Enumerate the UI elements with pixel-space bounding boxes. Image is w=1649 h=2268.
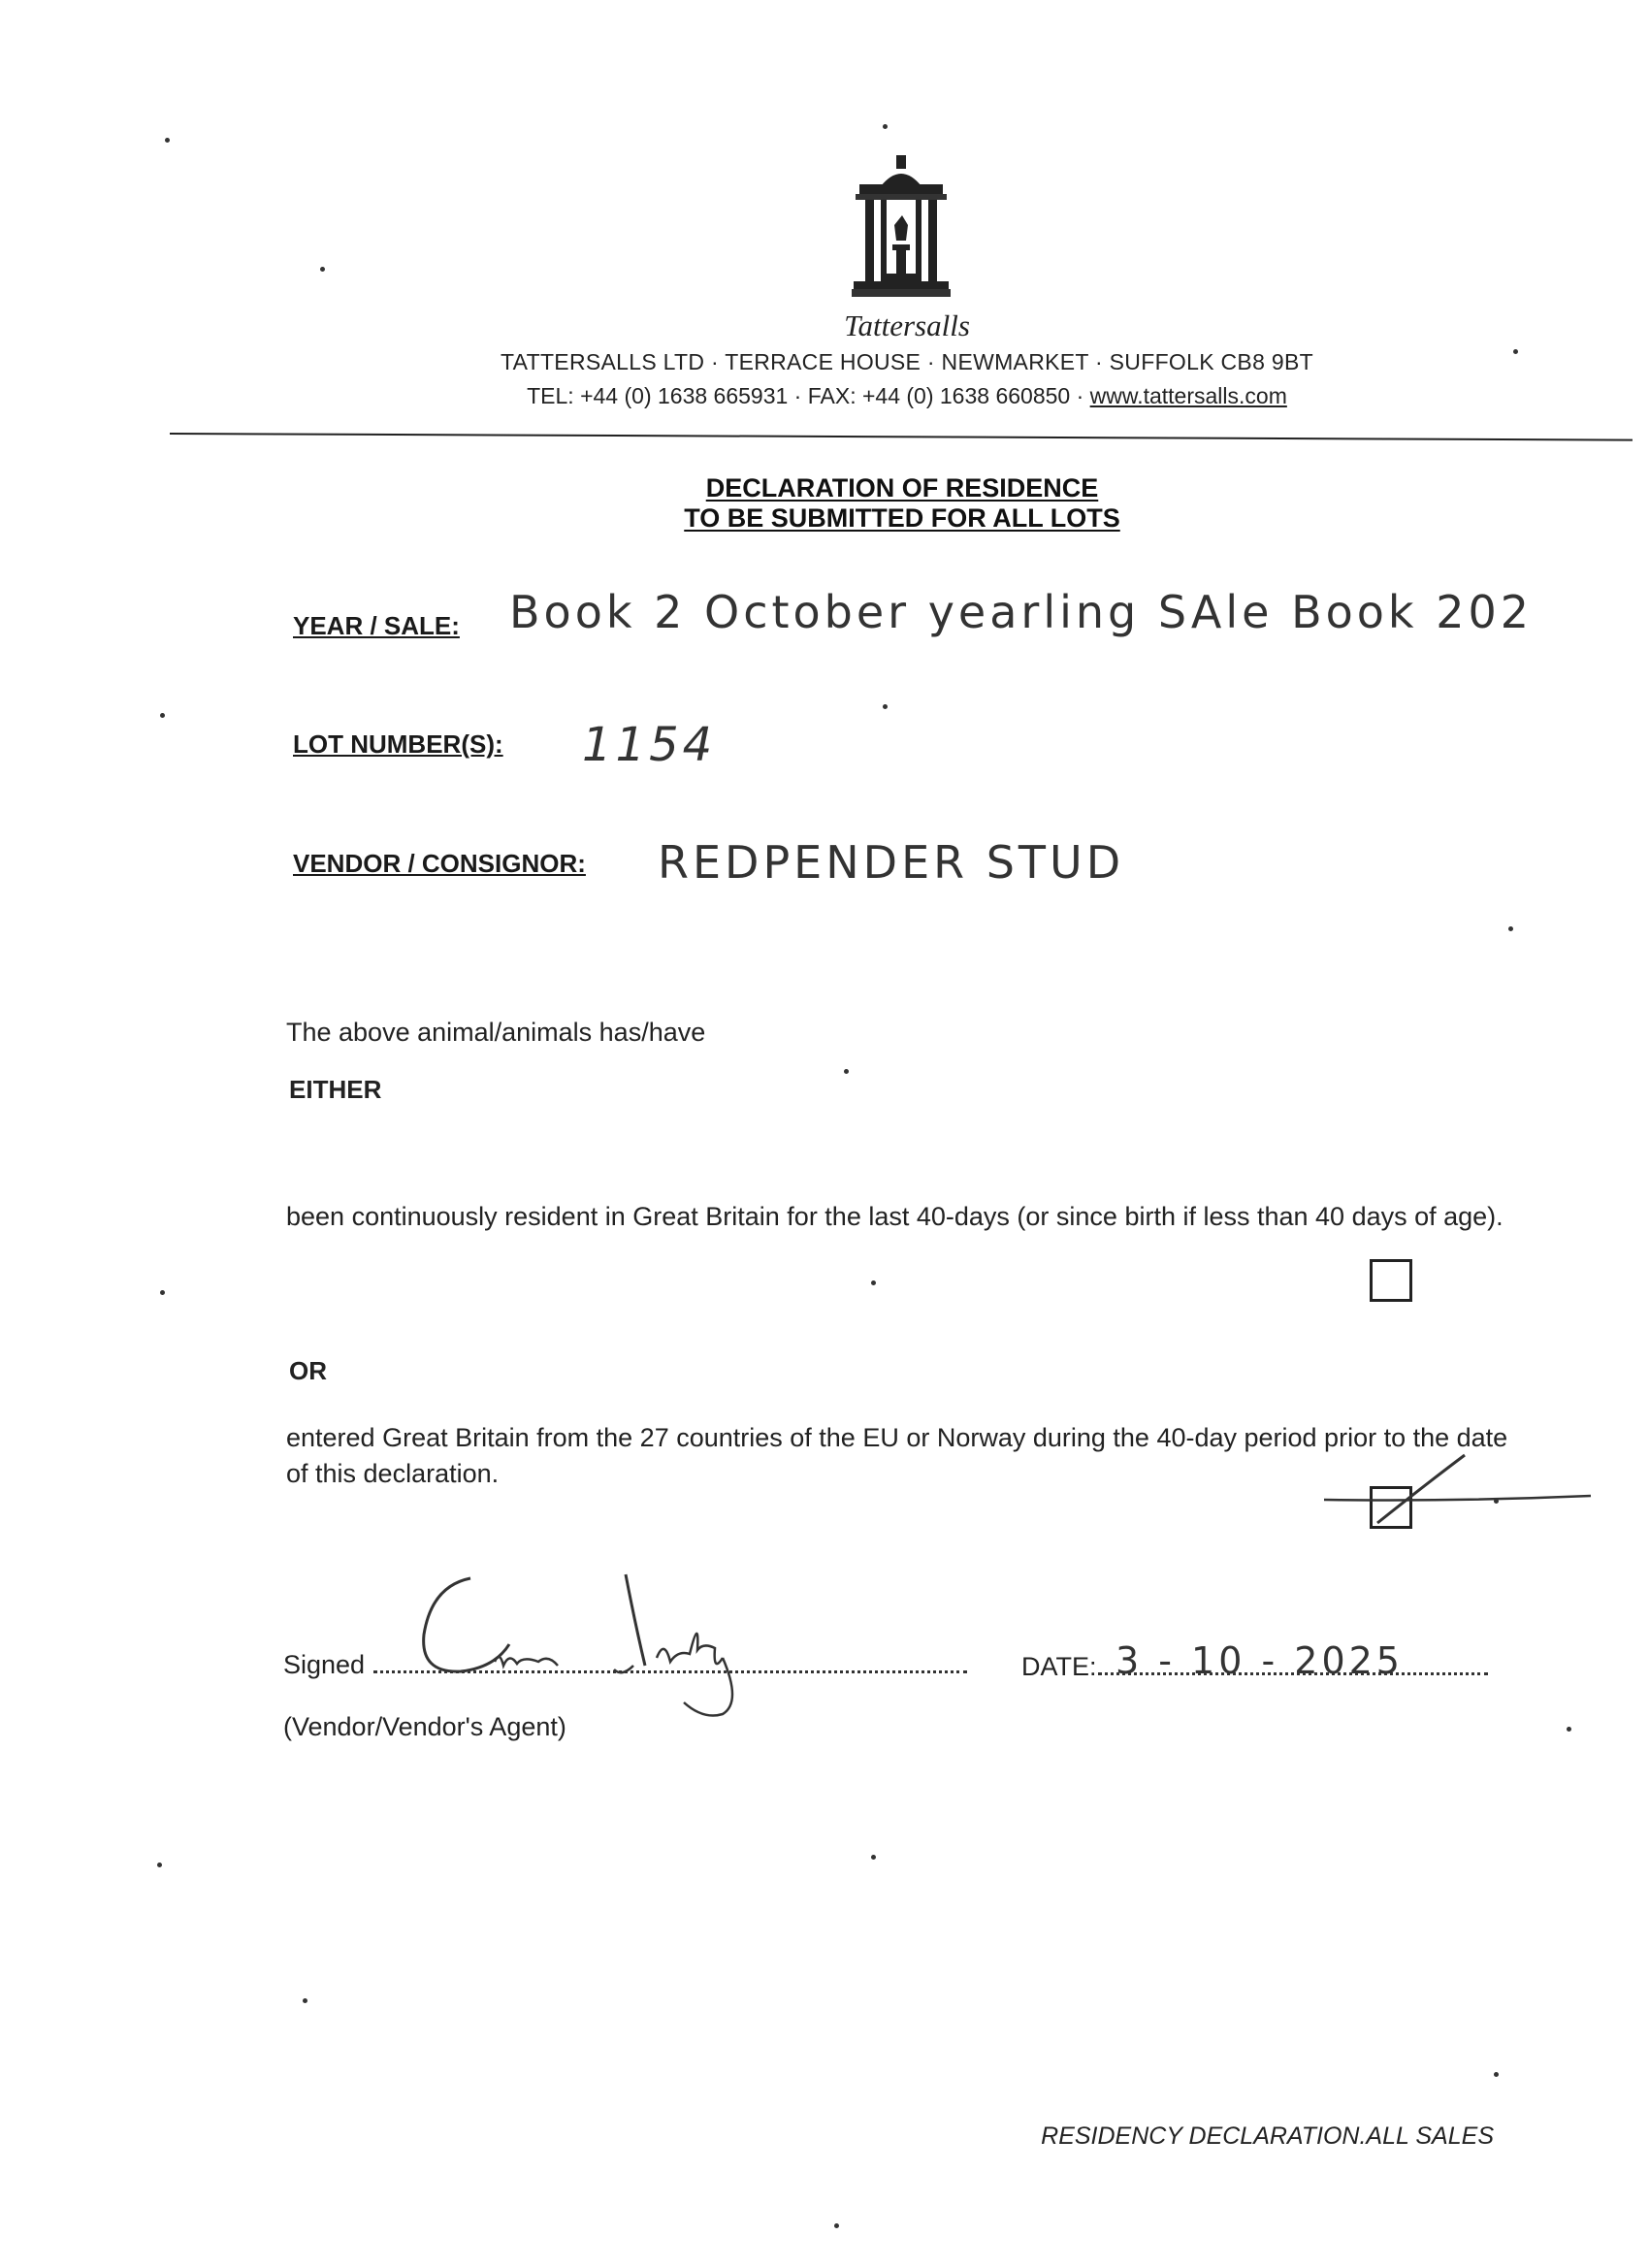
handwritten-signature bbox=[403, 1557, 868, 1722]
option-2-check-mark bbox=[1310, 1445, 1600, 1542]
contact-line bbox=[0, 383, 1649, 409]
scan-speck bbox=[883, 704, 888, 709]
scan-speck bbox=[157, 1863, 162, 1867]
title-line-2: TO BE SUBMITTED FOR ALL LOTS bbox=[684, 503, 1120, 533]
date-value[interactable]: 3 - 10 - 2025 bbox=[1116, 1639, 1404, 1682]
scan-speck bbox=[1567, 1727, 1571, 1732]
website-link[interactable]: www.tattersalls.com bbox=[1089, 383, 1287, 408]
vendor-label: VENDOR / CONSIGNOR: bbox=[293, 849, 586, 878]
scan-speck bbox=[844, 1069, 849, 1074]
option-1-text: been continuously resident in Great Britain for the last 40-days (or since birth if less than 40 days of age). bbox=[286, 1202, 1504, 1231]
scan-speck bbox=[1494, 2072, 1499, 2077]
company-address: TATTERSALLS LTD · TERRACE HOUSE · NEWMARKET · SUFFOLK CB8 9BT bbox=[501, 349, 1313, 374]
or-heading: OR bbox=[289, 1356, 327, 1385]
scan-speck bbox=[1494, 1499, 1499, 1504]
scan-speck bbox=[320, 267, 325, 272]
scan-speck bbox=[871, 1280, 876, 1285]
lot-numbers-label: LOT NUMBER(S): bbox=[293, 729, 503, 759]
option-2-text: entered Great Britain from the 27 countries of the EU or Norway during the 40-day period prior to the date of this declaration. bbox=[286, 1423, 1508, 1488]
statement-intro: The above animal/animals has/have bbox=[286, 1018, 706, 1047]
year-sale-label: YEAR / SALE: bbox=[293, 611, 460, 640]
vendor-agent-label: (Vendor/Vendor's Agent) bbox=[283, 1712, 566, 1741]
vendor-value[interactable]: REDPENDER STUD bbox=[658, 836, 1125, 889]
scan-speck bbox=[160, 713, 165, 718]
scan-speck bbox=[883, 124, 888, 129]
scan-speck bbox=[834, 2223, 839, 2228]
option-1-checkbox[interactable] bbox=[1370, 1259, 1412, 1302]
scan-speck bbox=[871, 1855, 876, 1860]
scan-speck bbox=[1513, 349, 1518, 354]
scan-speck bbox=[165, 138, 170, 143]
brand-name: Tattersalls bbox=[844, 308, 970, 342]
header-rule bbox=[170, 433, 1633, 441]
title-line-1: DECLARATION OF RESIDENCE bbox=[705, 473, 1099, 502]
scan-speck bbox=[160, 1290, 165, 1295]
scan-speck bbox=[1508, 926, 1513, 931]
declaration-title bbox=[0, 473, 1649, 534]
contact-phone-fax: TEL: +44 (0) 1638 665931 · FAX: +44 (0) 1638 660850 · bbox=[527, 383, 1090, 408]
tattersalls-logo bbox=[852, 155, 951, 301]
scan-speck bbox=[303, 1998, 307, 2003]
lot-numbers-value[interactable]: 1154 bbox=[582, 718, 717, 772]
either-heading: EITHER bbox=[289, 1075, 382, 1104]
signed-label: Signed bbox=[283, 1650, 366, 1679]
footer-label: RESIDENCY DECLARATION.ALL SALES bbox=[1041, 2122, 1494, 2150]
date-label: DATE: bbox=[1021, 1652, 1097, 1681]
year-sale-value[interactable]: Book 2 October yearling SAle Book 202 bbox=[509, 586, 1533, 638]
